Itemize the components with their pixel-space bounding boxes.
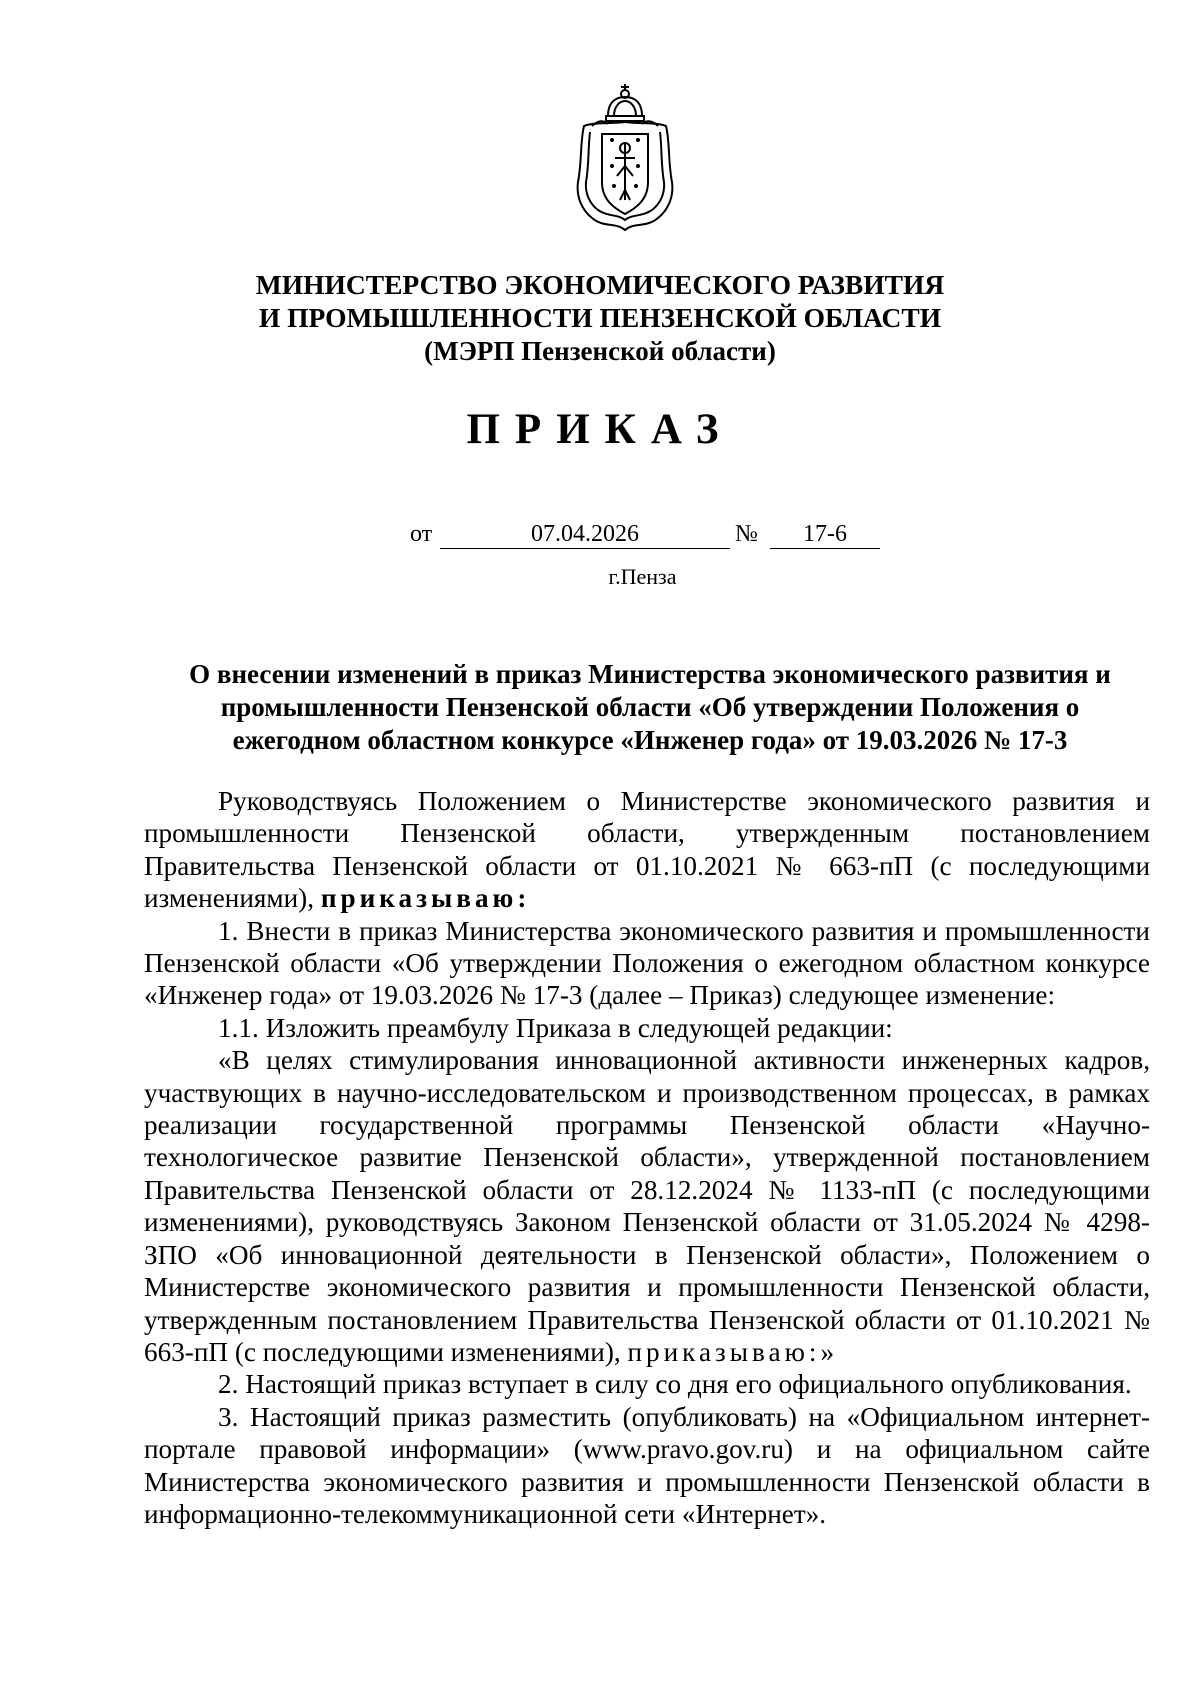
order-word-quoted: приказываю:»: [627, 1336, 839, 1367]
document-body: [144, 785, 1150, 1530]
coat-of-arms-emblem: [570, 82, 680, 232]
paragraph-2: 2. Настоящий приказ вступает в силу со дня его официального опубликования.: [218, 1369, 1132, 1400]
paragraph-1-1: 1.1. Изложить преамбулу Приказа в следующей редакции:: [218, 1012, 893, 1043]
document-type-heading: ПРИКАЗ: [466, 406, 734, 453]
date-prefix: от: [410, 521, 433, 547]
document-number: 17-6: [770, 520, 880, 549]
ministry-short-name: (МЭРП Пензенской области): [424, 336, 776, 366]
quoted-preamble-paragraph: [144, 1044, 1150, 1368]
document-date: 07.04.2026: [440, 520, 730, 549]
paragraph-3: 3. Настоящий приказ разместить (опубликовать) на «Официальном интернет-портале правовой информации» (www.pravo.gov.ru) и на официальном сайте Министерства экономического развития и промышленности Пензенской области в информационно-телекоммуникационной сети «Интернет».: [144, 1401, 1150, 1529]
ministry-name-line1: МИНИСТЕРСТВО ЭКОНОМИЧЕСКОГО РАЗВИТИЯ: [255, 269, 945, 300]
number-prefix: №: [735, 521, 758, 547]
document-title-line3: ежегодном областном конкурсе «Инженер года» от 19.03.2026 № 17-3: [232, 725, 1068, 755]
preamble-text: Руководствуясь Положением о Министерстве экономического развития и промышленности Пензенской области, утвержденным постановлением Правительства Пензенской области от 01.10.2021 № 663-пП (с последующими изменениями),: [144, 786, 1150, 914]
paragraph-1: 1. Внести в приказ Министерства экономического развития и промышленности Пензенской области «Об утверждении Положения о ежегодном областном конкурсе «Инженер года» от 19.03.2026 № 17-3 (далее – Приказ) следующее изменение:: [144, 915, 1150, 1011]
place-of-issue: г.Пенза: [608, 564, 677, 589]
document-title-line2: промышленности Пензенской области «Об утверждении Положения о: [220, 692, 1080, 722]
quoted-preamble-text: «В целях стимулирования инновационной активности инженерных кадров, участвующих в научно-исследовательском и производственном процессах, в рамках реализации государственной программы Пензенской области «Научно-технологическое развитие Пензенской области», утвержденной постановлением Правительства Пензенской области от 28.12.2024 № 1133-пП (с последующими изменениями), руководствуясь Законом Пензенской области от 31.05.2024 № 4298-ЗПО «Об инновационной деятельности в Пензенской области», Положением о Министерстве экономического развития и промышленности Пензенской области, утвержденным постановлением Правительства Пензенской области от 01.10.2021 № 663-пП (с последующими изменениями),: [144, 1045, 1150, 1367]
document-title-line1: О внесении изменений в приказ Министерства экономического развития и: [189, 659, 1111, 689]
ministry-name-line2: И ПРОМЫШЛЕННОСТИ ПЕНЗЕНСКОЙ ОБЛАСТИ: [258, 302, 942, 333]
preamble-paragraph: [144, 785, 1150, 915]
order-word-bold: приказываю:: [320, 883, 531, 914]
